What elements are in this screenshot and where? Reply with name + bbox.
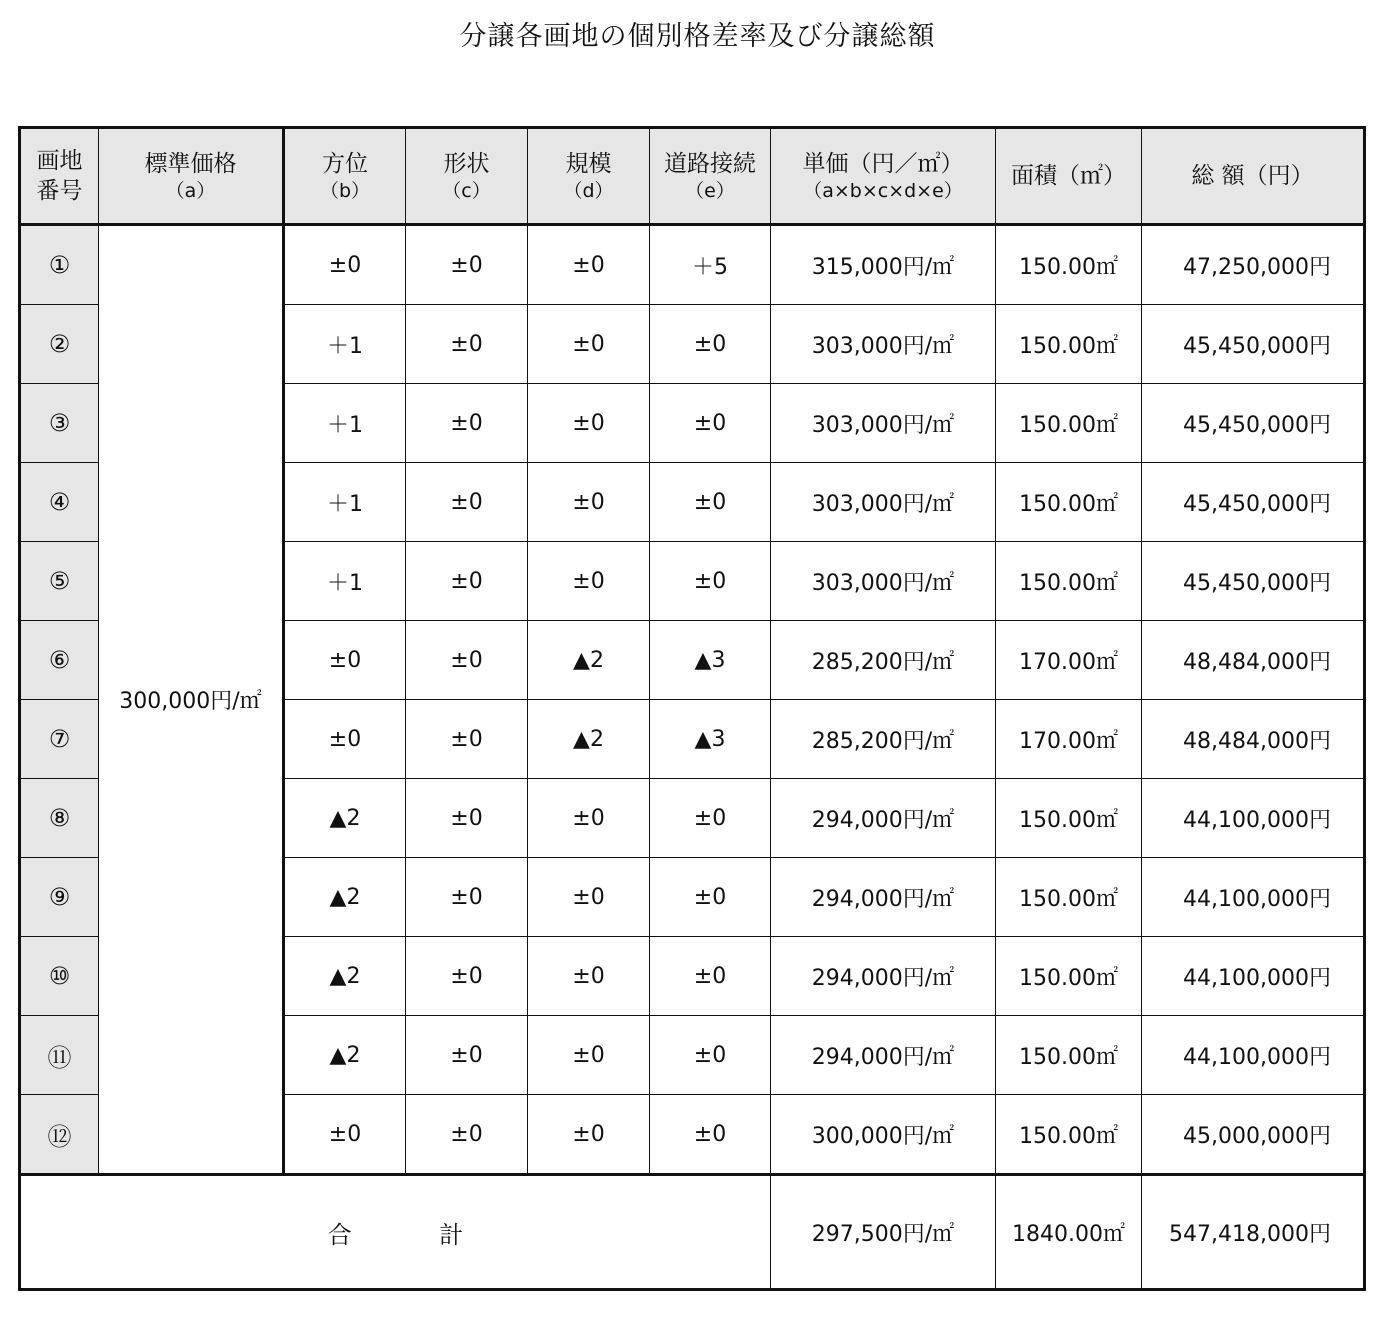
- lot-number: ⑩: [20, 937, 99, 1016]
- road-cell: ±0: [650, 1016, 771, 1095]
- shape-cell: ±0: [406, 305, 528, 384]
- shape-cell: ±0: [406, 779, 528, 858]
- header-standard-price: 標準価格 （a）: [99, 128, 284, 225]
- lot-number: ⑥: [20, 621, 99, 700]
- header-unit-price: 単価（円／㎡） （a×b×c×d×e）: [771, 128, 996, 225]
- area-cell: 150.00㎡: [996, 1095, 1142, 1175]
- page-title: 分譲各画地の個別格差率及び分譲総額: [459, 21, 936, 52]
- direction-cell: ▲2: [284, 1016, 406, 1095]
- road-cell: ±0: [650, 542, 771, 621]
- shape-cell: ±0: [406, 621, 528, 700]
- scale-cell: ±0: [528, 1016, 650, 1095]
- total-cell: 44,100,000円: [1142, 1016, 1365, 1095]
- scale-cell: ▲2: [528, 621, 650, 700]
- unit-price-cell: 294,000円/㎡: [771, 858, 996, 937]
- shape-cell: ±0: [406, 463, 528, 542]
- road-cell: ±0: [650, 858, 771, 937]
- header-lot-number: 画地 番号: [20, 128, 99, 225]
- unit-price-cell: 303,000円/㎡: [771, 305, 996, 384]
- header-road-access: 道路接続 （e）: [650, 128, 771, 225]
- total-area-cell: 1840.00㎡: [996, 1175, 1142, 1290]
- area-cell: 150.00㎡: [996, 858, 1142, 937]
- lot-number: ⑤: [20, 542, 99, 621]
- total-cell: 45,000,000円: [1142, 1095, 1365, 1175]
- header-total: 総 額（円）: [1142, 128, 1365, 225]
- unit-price-cell: 300,000円/㎡: [771, 1095, 996, 1175]
- lot-number: ④: [20, 463, 99, 542]
- unit-price-cell: 294,000円/㎡: [771, 779, 996, 858]
- direction-cell: ＋1: [284, 305, 406, 384]
- unit-price-cell: 315,000円/㎡: [771, 225, 996, 305]
- total-cell: 45,450,000円: [1142, 463, 1365, 542]
- scale-cell: ±0: [528, 779, 650, 858]
- area-cell: 150.00㎡: [996, 779, 1142, 858]
- total-cell: 44,100,000円: [1142, 937, 1365, 1016]
- lot-number: ②: [20, 305, 99, 384]
- scale-cell: ±0: [528, 937, 650, 1016]
- header-scale: 規模 （d）: [528, 128, 650, 225]
- road-cell: ±0: [650, 305, 771, 384]
- lot-number: ⑨: [20, 858, 99, 937]
- direction-cell: ▲2: [284, 779, 406, 858]
- total-cell: 45,450,000円: [1142, 384, 1365, 463]
- scale-cell: ▲2: [528, 700, 650, 779]
- direction-cell: ＋1: [284, 542, 406, 621]
- shape-cell: ±0: [406, 937, 528, 1016]
- area-cell: 150.00㎡: [996, 384, 1142, 463]
- total-cell: 44,100,000円: [1142, 779, 1365, 858]
- area-cell: 150.00㎡: [996, 305, 1142, 384]
- road-cell: ±0: [650, 937, 771, 1016]
- scale-cell: ±0: [528, 858, 650, 937]
- road-cell: ±0: [650, 779, 771, 858]
- header-area: 面積（㎡）: [996, 128, 1142, 225]
- direction-cell: ±0: [284, 225, 406, 305]
- shape-cell: ±0: [406, 1095, 528, 1175]
- shape-cell: ±0: [406, 542, 528, 621]
- header-direction: 方位 （b）: [284, 128, 406, 225]
- lot-number: ③: [20, 384, 99, 463]
- scale-cell: ±0: [528, 384, 650, 463]
- direction-cell: ±0: [284, 1095, 406, 1175]
- grand-total-cell: 547,418,000円: [1142, 1175, 1365, 1290]
- header-shape: 形状 （c）: [406, 128, 528, 225]
- area-cell: 170.00㎡: [996, 700, 1142, 779]
- road-cell: ▲3: [650, 700, 771, 779]
- direction-cell: ±0: [284, 621, 406, 700]
- unit-price-cell: 285,200円/㎡: [771, 621, 996, 700]
- unit-price-cell: 294,000円/㎡: [771, 1016, 996, 1095]
- scale-cell: ±0: [528, 463, 650, 542]
- total-cell: 47,250,000円: [1142, 225, 1365, 305]
- table-row: [20, 225, 1365, 305]
- lot-price-table: [18, 126, 1366, 1291]
- total-cell: 44,100,000円: [1142, 858, 1365, 937]
- shape-cell: ±0: [406, 225, 528, 305]
- scale-cell: ±0: [528, 542, 650, 621]
- shape-cell: ±0: [406, 384, 528, 463]
- unit-price-cell: 303,000円/㎡: [771, 542, 996, 621]
- area-cell: 150.00㎡: [996, 1016, 1142, 1095]
- road-cell: ±0: [650, 384, 771, 463]
- standard-price-cell: 300,000円/㎡: [99, 225, 284, 1175]
- shape-cell: ±0: [406, 700, 528, 779]
- road-cell: ±0: [650, 463, 771, 542]
- area-cell: 170.00㎡: [996, 621, 1142, 700]
- shape-cell: ±0: [406, 1016, 528, 1095]
- total-cell: 45,450,000円: [1142, 305, 1365, 384]
- table-header-row: [20, 128, 1365, 225]
- total-row: [20, 1175, 1365, 1290]
- area-cell: 150.00㎡: [996, 542, 1142, 621]
- area-cell: 150.00㎡: [996, 463, 1142, 542]
- total-cell: 48,484,000円: [1142, 700, 1365, 779]
- lot-number: ⑧: [20, 779, 99, 858]
- direction-cell: ＋1: [284, 463, 406, 542]
- unit-price-cell: 285,200円/㎡: [771, 700, 996, 779]
- road-cell: ▲3: [650, 621, 771, 700]
- unit-price-cell: 303,000円/㎡: [771, 463, 996, 542]
- road-cell: ＋5: [650, 225, 771, 305]
- total-cell: 48,484,000円: [1142, 621, 1365, 700]
- lot-number: ⑦: [20, 700, 99, 779]
- scale-cell: ±0: [528, 225, 650, 305]
- lot-number: ⑫: [20, 1095, 99, 1175]
- lot-number: ⑪: [20, 1016, 99, 1095]
- area-cell: 150.00㎡: [996, 225, 1142, 305]
- lot-number: ①: [20, 225, 99, 305]
- total-cell: 45,450,000円: [1142, 542, 1365, 621]
- shape-cell: ±0: [406, 858, 528, 937]
- unit-price-cell: 294,000円/㎡: [771, 937, 996, 1016]
- direction-cell: ±0: [284, 700, 406, 779]
- unit-price-cell: 303,000円/㎡: [771, 384, 996, 463]
- area-cell: 150.00㎡: [996, 937, 1142, 1016]
- scale-cell: ±0: [528, 305, 650, 384]
- total-label: 合 計: [20, 1175, 771, 1290]
- direction-cell: ▲2: [284, 858, 406, 937]
- direction-cell: ▲2: [284, 937, 406, 1016]
- scale-cell: ±0: [528, 1095, 650, 1175]
- average-unit-price-cell: 297,500円/㎡: [771, 1175, 996, 1290]
- road-cell: ±0: [650, 1095, 771, 1175]
- direction-cell: ＋1: [284, 384, 406, 463]
